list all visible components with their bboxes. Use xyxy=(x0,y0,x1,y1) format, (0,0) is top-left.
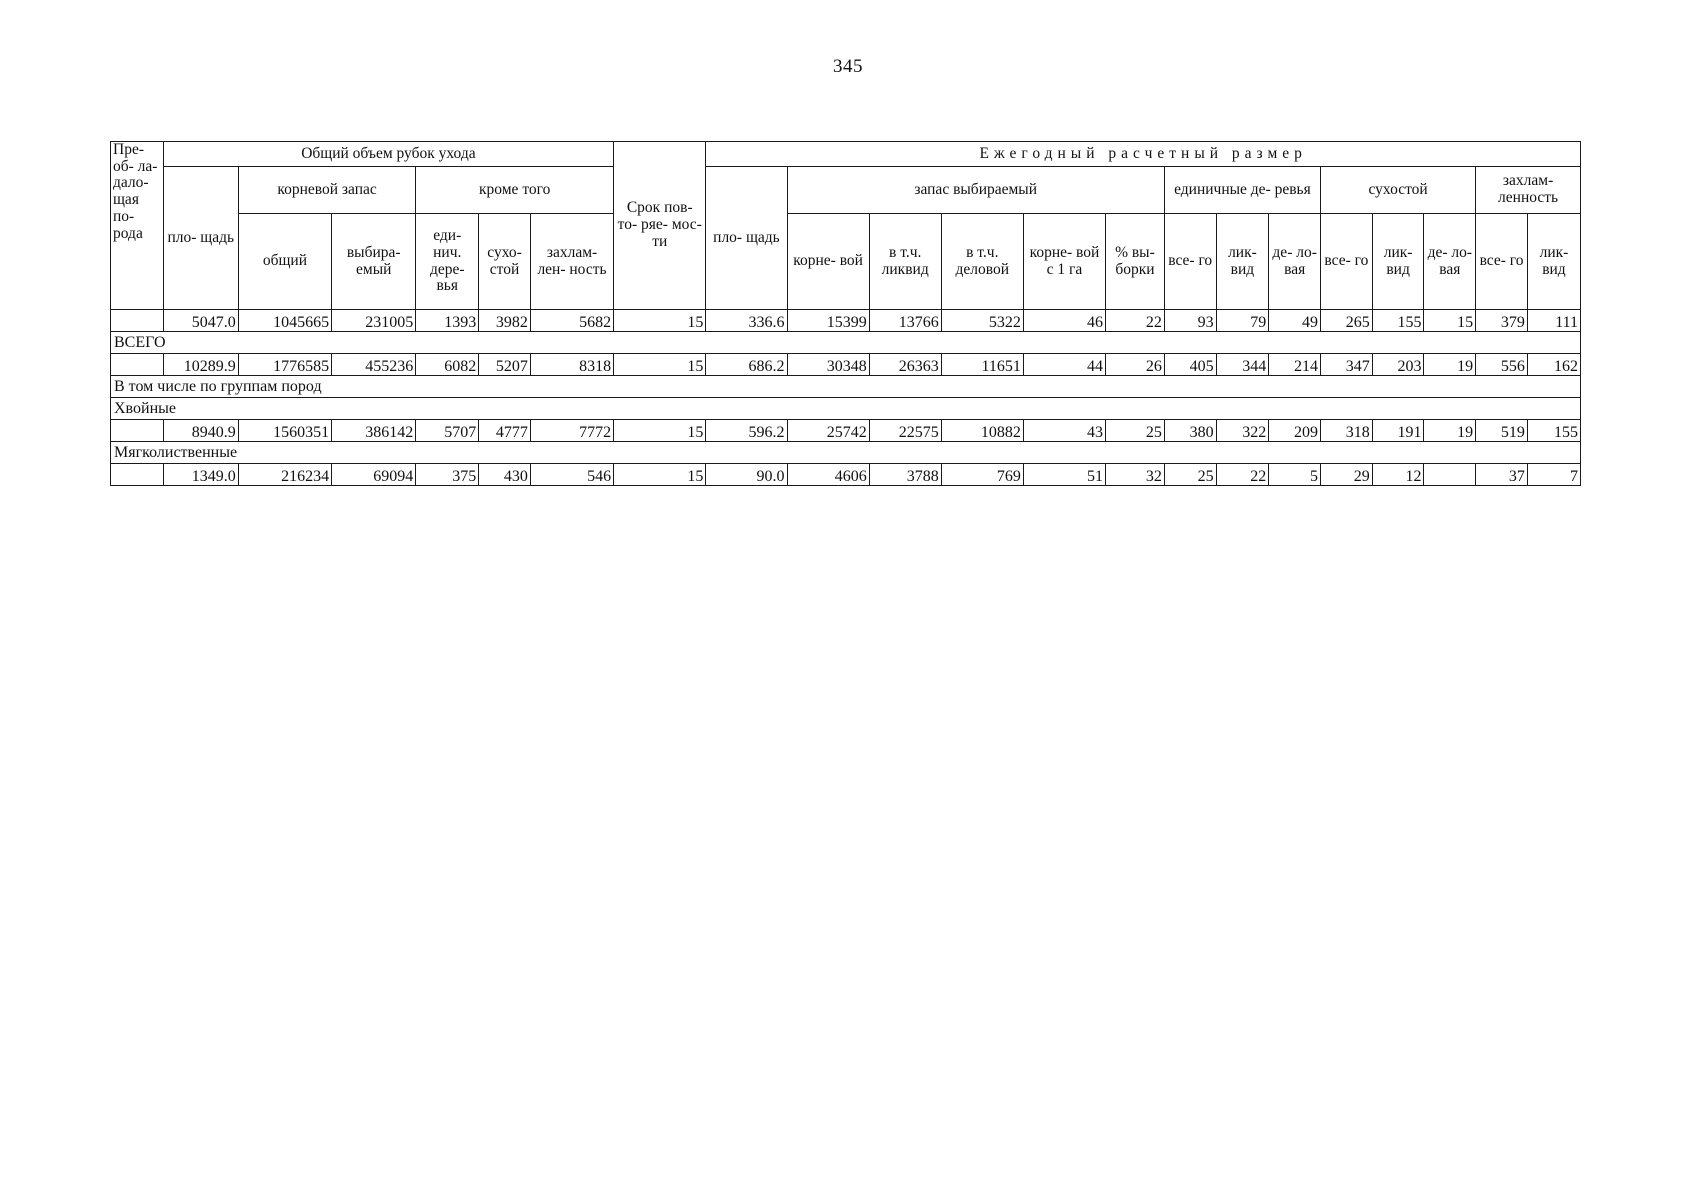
table-row xyxy=(111,464,1581,486)
header-general: общий xyxy=(238,214,331,310)
table-cell: 155 xyxy=(1527,420,1580,442)
table-cell: 4777 xyxy=(479,420,531,442)
header-percent-selected: % вы- борки xyxy=(1106,214,1165,310)
group-label-row xyxy=(111,332,1581,354)
table-cell: 69094 xyxy=(332,464,416,486)
table-cell: 7 xyxy=(1527,464,1580,486)
table-cell: 26 xyxy=(1106,354,1165,376)
table-cell: 336.6 xyxy=(706,310,787,332)
table-cell: 5682 xyxy=(530,310,613,332)
table-cell: 546 xyxy=(530,464,613,486)
header-dry: сухостой xyxy=(1321,167,1476,214)
table-cell: 162 xyxy=(1527,354,1580,376)
table-row xyxy=(111,354,1581,376)
table-cell: 375 xyxy=(416,464,479,486)
table-cell: 203 xyxy=(1372,354,1424,376)
table-cell: 216234 xyxy=(238,464,331,486)
table-cell: 1560351 xyxy=(238,420,331,442)
header-dry-liquid: лик- вид xyxy=(1372,214,1424,310)
header-species: Пре- об- ла- дало- щая по- рода xyxy=(111,142,164,310)
header-stock-selected: запас выбираемый xyxy=(787,167,1164,214)
table-cell: 6082 xyxy=(416,354,479,376)
header-root-per-ha: корне- вой с 1 га xyxy=(1023,214,1105,310)
header-area: пло- щадь xyxy=(163,167,238,310)
table-cell: 3788 xyxy=(869,464,941,486)
header-total-volume: Общий объем рубок ухода xyxy=(163,142,613,167)
table-cell: 46 xyxy=(1023,310,1105,332)
table-cell: 44 xyxy=(1023,354,1105,376)
table-cell: 5707 xyxy=(416,420,479,442)
table-row xyxy=(111,310,1581,332)
table-cell: 15 xyxy=(614,310,706,332)
table-cell: 596.2 xyxy=(706,420,787,442)
table-cell xyxy=(111,310,164,332)
table-cell: 111 xyxy=(1527,310,1580,332)
header-single-trees: единичные де- ревья xyxy=(1164,167,1320,214)
table-cell: 51 xyxy=(1023,464,1105,486)
table-cell: 25742 xyxy=(787,420,869,442)
header-annual-size: Ежегодный расчетный размер xyxy=(706,142,1581,167)
table-cell: 405 xyxy=(1164,354,1216,376)
table-row xyxy=(111,420,1581,442)
table-cell: 322 xyxy=(1216,420,1269,442)
table-cell: 686.2 xyxy=(706,354,787,376)
header-single-liquid: лик- вид xyxy=(1216,214,1269,310)
table-cell: 1045665 xyxy=(238,310,331,332)
header-liquid-incl: в т.ч. ликвид xyxy=(869,214,941,310)
header-cluttered-liquid: лик- вид xyxy=(1527,214,1580,310)
header-cluttered: захлам- ленность xyxy=(1476,167,1581,214)
table-cell: 15 xyxy=(614,464,706,486)
header-dry-short: сухо- стой xyxy=(479,214,531,310)
group-label-row xyxy=(111,376,1581,398)
table-cell: 386142 xyxy=(332,420,416,442)
table-cell: 5047.0 xyxy=(163,310,238,332)
table-cell: 1776585 xyxy=(238,354,331,376)
table-cell xyxy=(111,420,164,442)
table-cell: 769 xyxy=(941,464,1023,486)
table-cell: 5 xyxy=(1269,464,1321,486)
table-cell: 10289.9 xyxy=(163,354,238,376)
header-dry-business: де- ло- вая xyxy=(1424,214,1476,310)
group-label-row xyxy=(111,398,1581,420)
table-cell: 379 xyxy=(1476,310,1528,332)
table-cell: 347 xyxy=(1321,354,1373,376)
table-cell: 155 xyxy=(1372,310,1424,332)
table-cell xyxy=(111,354,164,376)
table-cell: 79 xyxy=(1216,310,1269,332)
table-cell: 29 xyxy=(1321,464,1373,486)
header-cluttered-total: все- го xyxy=(1476,214,1528,310)
table-cell: 15 xyxy=(614,420,706,442)
table-cell: 15399 xyxy=(787,310,869,332)
logging-volume-table xyxy=(110,141,1581,486)
header-single-business: де- ло- вая xyxy=(1269,214,1321,310)
header-dry-total: все- го xyxy=(1321,214,1373,310)
header-term: Срок пов- то- ряе- мос- ти xyxy=(614,142,706,310)
table-cell: 26363 xyxy=(869,354,941,376)
table-cell: 214 xyxy=(1269,354,1321,376)
group-label: Хвойные xyxy=(111,398,1581,420)
group-label-row xyxy=(111,442,1581,464)
table-cell: 455236 xyxy=(332,354,416,376)
table-cell: 7772 xyxy=(530,420,613,442)
table-cell: 32 xyxy=(1106,464,1165,486)
table-cell: 191 xyxy=(1372,420,1424,442)
table-cell: 1393 xyxy=(416,310,479,332)
table-cell: 49 xyxy=(1269,310,1321,332)
table-cell: 8318 xyxy=(530,354,613,376)
table-cell: 8940.9 xyxy=(163,420,238,442)
table-cell: 344 xyxy=(1216,354,1269,376)
table-cell: 430 xyxy=(479,464,531,486)
table-cell: 5322 xyxy=(941,310,1023,332)
table-cell: 37 xyxy=(1476,464,1528,486)
header-selected: выбира- емый xyxy=(332,214,416,310)
table-cell: 22 xyxy=(1106,310,1165,332)
header-business-incl: в т.ч. деловой xyxy=(941,214,1023,310)
table-cell: 15 xyxy=(614,354,706,376)
table-cell: 11651 xyxy=(941,354,1023,376)
header-single-total: все- го xyxy=(1164,214,1216,310)
table-cell: 380 xyxy=(1164,420,1216,442)
table-cell: 93 xyxy=(1164,310,1216,332)
table-cell: 90.0 xyxy=(706,464,787,486)
table-cell: 5207 xyxy=(479,354,531,376)
header-root: корне- вой xyxy=(787,214,869,310)
group-label: В том числе по группам пород xyxy=(111,376,1581,398)
table-cell: 4606 xyxy=(787,464,869,486)
table-cell: 1349.0 xyxy=(163,464,238,486)
table-cell: 10882 xyxy=(941,420,1023,442)
header-annual-area: пло- щадь xyxy=(706,167,787,310)
header-besides: кроме того xyxy=(416,167,614,214)
table-cell: 22575 xyxy=(869,420,941,442)
table-cell: 231005 xyxy=(332,310,416,332)
table-cell: 25 xyxy=(1164,464,1216,486)
table-cell xyxy=(111,464,164,486)
table-cell: 3982 xyxy=(479,310,531,332)
table-cell: 25 xyxy=(1106,420,1165,442)
table-cell: 15 xyxy=(1424,310,1476,332)
header-single: еди- нич. дере- вья xyxy=(416,214,479,310)
table-cell: 519 xyxy=(1476,420,1528,442)
table-cell: 265 xyxy=(1321,310,1373,332)
group-label: Мягколиственные xyxy=(111,442,1581,464)
header-cluttered-short: захлам- лен- ность xyxy=(530,214,613,310)
table-cell: 19 xyxy=(1424,354,1476,376)
group-label: ВСЕГО xyxy=(111,332,1581,354)
table-cell: 556 xyxy=(1476,354,1528,376)
table-cell: 12 xyxy=(1372,464,1424,486)
table-cell xyxy=(1424,464,1476,486)
table-cell: 22 xyxy=(1216,464,1269,486)
page-number: 345 xyxy=(833,56,863,77)
table-cell: 13766 xyxy=(869,310,941,332)
table-cell: 43 xyxy=(1023,420,1105,442)
table-cell: 209 xyxy=(1269,420,1321,442)
table-cell: 30348 xyxy=(787,354,869,376)
table-cell: 19 xyxy=(1424,420,1476,442)
table-cell: 318 xyxy=(1321,420,1373,442)
header-growing-stock: корневой запас xyxy=(238,167,416,214)
